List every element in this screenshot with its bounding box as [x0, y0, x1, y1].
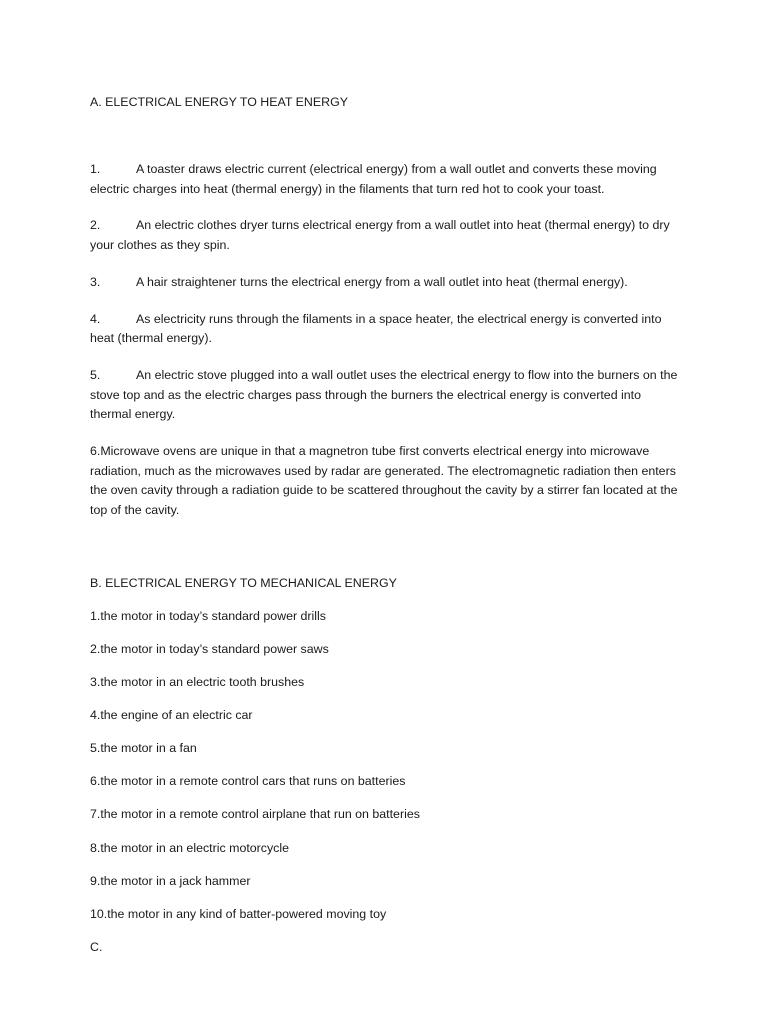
item-number: 3. — [90, 274, 101, 289]
section-b-item: 7.the motor in a remote control airplane that run on batteries — [90, 807, 420, 822]
section-a-item-4 — [90, 310, 682, 349]
document-body — [90, 94, 682, 955]
section-b-item: 10.the motor in any kind of batter-powered moving toy — [90, 906, 387, 921]
section-c-heading: C. — [90, 939, 103, 954]
section-b-item: 4.the engine of an electric car — [90, 708, 253, 723]
item-text: An electric stove plugged into a wall outlet uses the electrical energy to flow into the burners on the stove top and as the electric charges pass through the burners the electrical energy is converted into thermal energy. — [90, 367, 678, 422]
item-number: 1. — [90, 162, 101, 176]
section-b-item: 1.the motor in today’s standard power drills — [90, 608, 327, 623]
section-b-item: 2.the motor in today’s standard power saws — [90, 641, 329, 656]
section-a-heading: A. ELECTRICAL ENERGY TO HEAT ENERGY — [90, 95, 348, 109]
section-b-item: 8.the motor in an electric motorcycle — [90, 840, 290, 855]
item-number: 4. — [90, 311, 101, 326]
item-text: An electric clothes dryer turns electrical energy from a wall outlet into heat (thermal energy) to dry your clothes as they spin. — [90, 218, 670, 253]
section-a-item-5 — [90, 366, 682, 425]
section-b-item: 3.the motor in an electric tooth brushes — [90, 675, 305, 690]
section-b-item: 9.the motor in a jack hammer — [90, 873, 251, 888]
item-text: A hair straightener turns the electrical energy from a wall outlet into heat (thermal energy). — [136, 274, 628, 289]
item-number: 5. — [90, 367, 101, 382]
section-a-item-1 — [90, 160, 682, 199]
item-text: A toaster draws electric current (electrical energy) from a wall outlet and converts these moving electric charges into heat (thermal energy) in the filaments that turn red hot to cook your toast. — [90, 162, 657, 196]
section-a-item-2 — [90, 216, 682, 255]
section-b-heading: B. ELECTRICAL ENERGY TO MECHANICAL ENERGY — [90, 575, 397, 590]
section-b-item: 6.the motor in a remote control cars that runs on batteries — [90, 774, 406, 789]
item-text: As electricity runs through the filaments in a space heater, the electrical energy is converted into heat (thermal energy). — [90, 311, 662, 346]
section-a-item-3 — [90, 273, 682, 293]
section-a-item-6: 6.Microwave ovens are unique in that a magnetron tube first converts electrical energy into microwave radiation, much as the microwaves used by radar are generated. The electromagnetic radiation then enters the oven cavity through a radiation guide to be scattered throughout the cavity by a stirrer fan located at the top of the cavity. — [90, 444, 678, 518]
item-number: 2. — [90, 218, 101, 233]
section-b-item: 5.the motor in a fan — [90, 741, 197, 756]
